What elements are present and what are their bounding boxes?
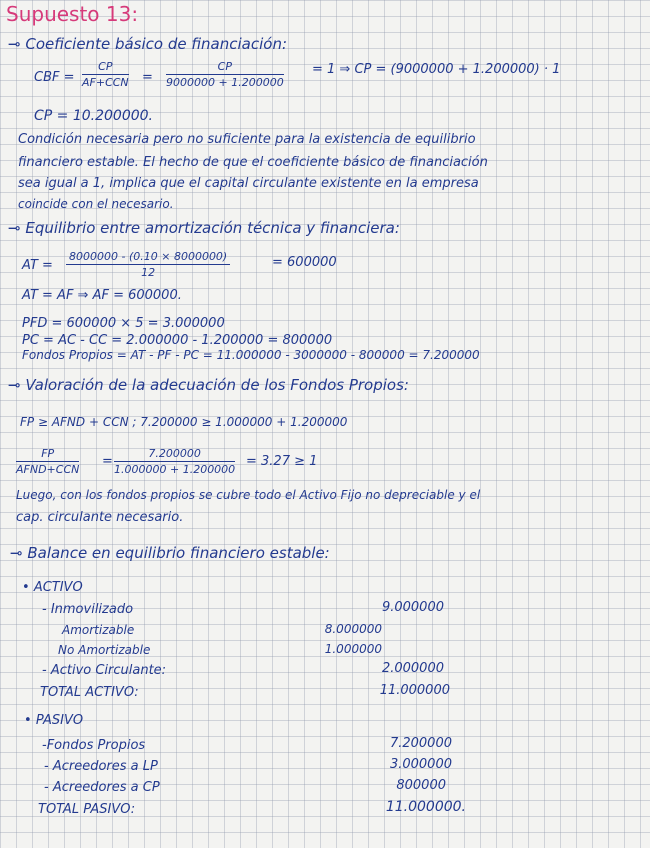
fondos-propios-value: 7.200000	[389, 736, 452, 751]
fp-ratio-fraction	[16, 447, 79, 476]
pasivo-heading: • PASIVO	[24, 713, 84, 728]
fp-ratio-denominator: AFND+CCN	[16, 463, 80, 476]
paragraph-3-line-1: Luego, con los fondos propios se cubre todo el Activo Fijo no depreciable y el	[16, 488, 481, 502]
paragraph-1-line-2: financiero estable. El hecho de que el coeficiente básico de financiación	[18, 155, 488, 170]
total-activo-label: TOTAL ACTIVO:	[40, 685, 139, 700]
fp-ratio-values-numerator: 7.200000	[114, 447, 235, 462]
acreedores-cp-value: 800000	[396, 778, 446, 793]
cbf-result: = 1 ⇒ CP = (9000000 + 1.200000) · 1	[312, 62, 561, 77]
section-2-heading: ⊸ Equilibrio entre amortización técnica y financiera:	[8, 219, 400, 237]
activo-heading: • ACTIVO	[22, 580, 83, 595]
cp-value: CP = 10.200000.	[34, 108, 154, 124]
fp-ratio-values-denominator: 1.000000 + 1.200000	[114, 463, 236, 476]
total-activo-value: 11.000000	[379, 683, 450, 698]
cbf-label: CBF =	[34, 70, 75, 85]
cbf-fraction-1	[82, 60, 129, 89]
pfd-line: PFD = 600000 × 5 = 3.000000	[22, 316, 225, 331]
at-fraction-denominator: 12	[141, 266, 156, 279]
activo-heading-text: ACTIVO	[33, 580, 83, 595]
fp-ratio-numerator: FP	[16, 447, 79, 462]
at-label: AT =	[22, 258, 53, 273]
section-3-heading: ⊸ Valoración de la adecuación de los Fondos Propios:	[8, 376, 409, 394]
amortizable-label: Amortizable	[62, 623, 135, 637]
pc-line: PC = AC - CC = 2.000000 - 1.200000 = 800000	[22, 333, 333, 348]
paragraph-1-line-1: Condición necesaria pero no suficiente para la existencia de equilibrio	[18, 132, 476, 147]
amortizable-value: 8.000000	[324, 622, 382, 636]
at-fraction-numerator: 8000000 - (0.10 × 8000000)	[66, 250, 230, 265]
section-1-heading-text: Coeficiente básico de financiación:	[25, 35, 288, 53]
fp-ratio-equals: =	[102, 454, 113, 469]
acreedores-lp-label: - Acreedores a LP	[44, 759, 158, 774]
inmovilizado-value: 9.000000	[381, 600, 444, 615]
cbf-equals: =	[142, 70, 153, 85]
cbf-fraction-2-denominator: 9000000 + 1.200000	[166, 76, 284, 89]
cbf-fraction-2	[166, 60, 284, 89]
section-4-heading-text: Balance en equilibrio financiero estable:	[27, 544, 330, 562]
acreedores-lp-value: 3.000000	[389, 757, 452, 772]
paragraph-1-line-4: coincide con el necesario.	[18, 197, 174, 211]
no-amortizable-label: No Amortizable	[58, 643, 151, 657]
section-2-heading-text: Equilibrio entre amortización técnica y financiera:	[25, 219, 400, 237]
fp-ratio-result: = 3.27 ≥ 1	[246, 454, 318, 469]
fondos-propios-label: -Fondos Propios	[42, 738, 146, 753]
section-3-heading-text: Valoración de la adecuación de los Fondos Propios:	[25, 376, 409, 394]
inmovilizado-label: - Inmovilizado	[42, 602, 134, 617]
no-amortizable-value: 1.000000	[324, 642, 382, 656]
page-title: Supuesto 13:	[6, 2, 139, 26]
section-4-heading: ⊸ Balance en equilibrio financiero estable:	[10, 544, 330, 562]
activo-circulante-value: 2.000000	[381, 661, 444, 676]
fondos-propios-line: Fondos Propios = AT - PF - PC = 11.000000 - 3000000 - 800000 = 7.200000	[22, 348, 480, 362]
paragraph-1-line-3: sea igual a 1, implica que el capital circulante existente en la empresa	[18, 176, 479, 191]
paragraph-3-line-2: cap. circulante necesario.	[16, 510, 184, 525]
cbf-fraction-1-numerator: CP	[82, 60, 129, 75]
total-pasivo-label: TOTAL PASIVO:	[38, 802, 136, 817]
fp-ratio-values-fraction	[114, 447, 235, 476]
total-pasivo-value: 11.000000.	[385, 799, 466, 815]
cbf-fraction-1-denominator: AF+CCN	[82, 76, 129, 89]
fp-inequality-line: FP ≥ AFND + CCN ; 7.200000 ≥ 1.000000 + 1.200000	[20, 415, 348, 429]
section-1-heading: ⊸ Coeficiente básico de financiación:	[8, 35, 288, 53]
cbf-fraction-2-numerator: CP	[166, 60, 284, 75]
activo-circulante-label: - Activo Circulante:	[42, 663, 167, 678]
at-result: = 600000	[272, 255, 337, 270]
pasivo-heading-text: PASIVO	[35, 713, 84, 728]
acreedores-cp-label: - Acreedores a CP	[44, 780, 160, 795]
at-fraction	[66, 250, 230, 279]
at-af-line: AT = AF ⇒ AF = 600000.	[22, 288, 182, 303]
